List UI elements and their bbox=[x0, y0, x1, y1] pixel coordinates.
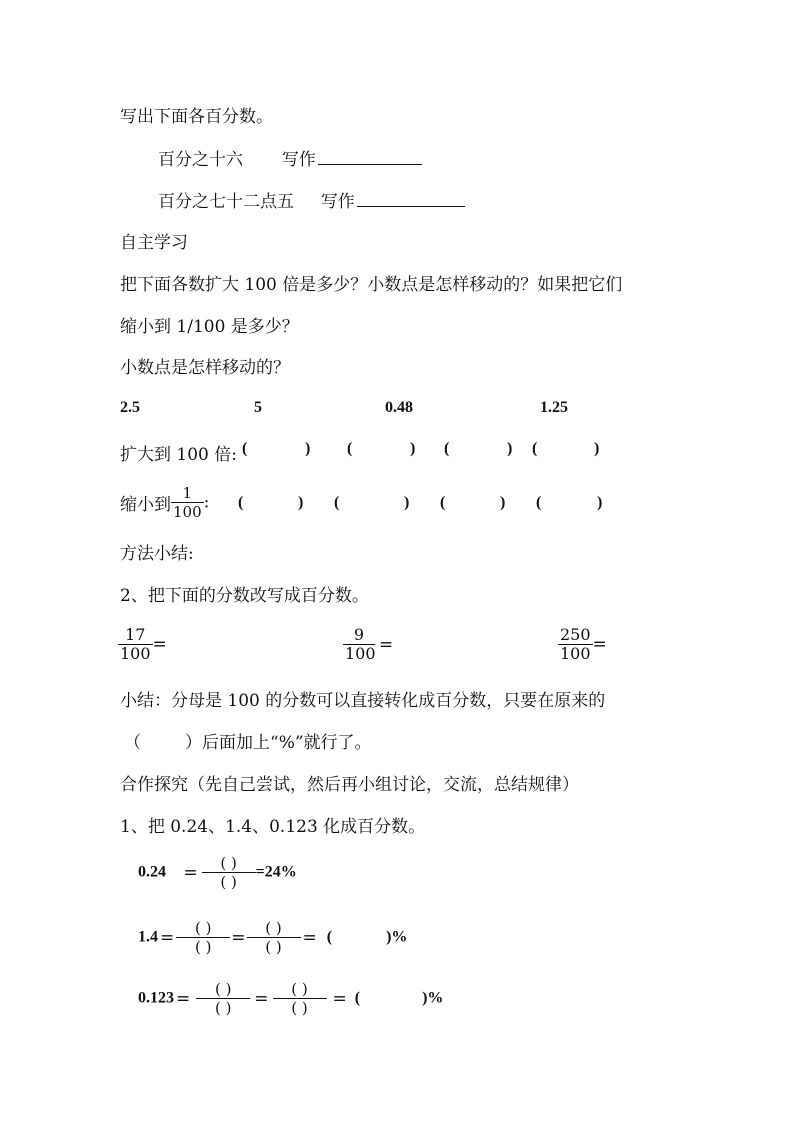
shrink-label: 缩小到 bbox=[120, 495, 171, 515]
task-text: 1、把 0.24、1.4、0.123 化成百分数。 bbox=[120, 817, 426, 837]
number-value: 2.5 bbox=[120, 399, 140, 416]
section-heading: 写出下面各百分数。 bbox=[120, 107, 273, 127]
paren-open: ( bbox=[440, 494, 446, 511]
fraction bbox=[343, 626, 375, 663]
equals: = bbox=[592, 634, 607, 655]
blank-fraction[interactable] bbox=[273, 980, 327, 1017]
equals: = bbox=[302, 927, 317, 948]
denominator-blank[interactable]: ( ) bbox=[265, 938, 282, 956]
paren-close: ) bbox=[404, 494, 410, 511]
section-heading: 2、把下面的分数改写成百分数。 bbox=[120, 586, 369, 606]
denominator-blank[interactable]: ( ) bbox=[291, 999, 308, 1017]
answer-blank[interactable] bbox=[357, 190, 465, 207]
fraction-item bbox=[343, 626, 393, 663]
conversion-row bbox=[138, 854, 297, 891]
numerator-blank[interactable]: ( ) bbox=[247, 919, 301, 938]
numerator-blank[interactable]: ( ) bbox=[196, 980, 250, 999]
numerator-blank[interactable]: ( ) bbox=[202, 854, 256, 873]
write-label: 写作 bbox=[320, 192, 355, 212]
paren-open: ( bbox=[334, 494, 340, 511]
paren-open: ( bbox=[326, 928, 333, 946]
blank-fraction[interactable] bbox=[196, 980, 250, 1017]
paren-close: ) bbox=[500, 494, 506, 511]
denominator: 100 bbox=[120, 644, 151, 663]
answer-blank[interactable] bbox=[318, 148, 422, 165]
fraction-item bbox=[118, 626, 167, 663]
numerator-blank[interactable]: ( ) bbox=[273, 980, 327, 999]
conversion-row bbox=[138, 980, 443, 1017]
blank-fraction[interactable] bbox=[176, 919, 230, 956]
question-text: 缩小到 1/100 是多少？ bbox=[120, 317, 299, 337]
summary-text: 小结：分母是 100 的分数可以直接转化成百分数，只要在原来的 bbox=[120, 691, 606, 711]
paren-close: ) bbox=[298, 494, 304, 511]
result-value: =24% bbox=[255, 863, 297, 881]
conversion-row bbox=[138, 919, 407, 956]
write-label: 写作 bbox=[281, 150, 316, 170]
equals: = bbox=[152, 634, 167, 655]
paren-close: ) bbox=[410, 440, 416, 457]
item-text: 百分之七十二点五 bbox=[158, 192, 294, 212]
number-value: 5 bbox=[254, 399, 262, 416]
numerator-blank[interactable]: ( ) bbox=[176, 919, 230, 938]
denominator-blank[interactable]: ( ) bbox=[220, 873, 237, 891]
decimal-value: 1.4 bbox=[138, 928, 158, 946]
exercise-item bbox=[158, 148, 422, 171]
blank-fraction[interactable] bbox=[247, 919, 301, 956]
equals: = bbox=[231, 927, 246, 948]
method-summary: 方法小结: bbox=[120, 544, 194, 564]
paren-close: ) bbox=[594, 440, 600, 457]
paren-open: ( bbox=[536, 494, 542, 511]
exercise-item bbox=[158, 190, 465, 213]
fraction bbox=[171, 484, 204, 521]
fraction-item bbox=[558, 626, 607, 663]
number-value: 1.25 bbox=[540, 399, 568, 416]
equals: = bbox=[160, 927, 175, 948]
fraction bbox=[118, 626, 153, 663]
equals: = bbox=[254, 988, 269, 1009]
paren-open: （ bbox=[124, 733, 141, 753]
item-text: 百分之十六 bbox=[158, 150, 243, 170]
question-text: 小数点是怎样移动的？ bbox=[120, 358, 290, 378]
paren-open: ( bbox=[238, 494, 244, 511]
question-text: 把下面各数扩大 100 倍是多少？小数点是怎样移动的？如果把它们 bbox=[120, 275, 623, 295]
equals: = bbox=[183, 862, 198, 883]
section-heading: 自主学习 bbox=[120, 233, 188, 253]
denominator: 100 bbox=[345, 644, 376, 663]
summary-tail: ）后面加上“%”就行了。 bbox=[185, 733, 372, 753]
equals: = bbox=[379, 634, 394, 655]
paren-open: ( bbox=[242, 440, 248, 457]
summary-text bbox=[124, 732, 372, 754]
denominator: 100 bbox=[173, 503, 202, 521]
number-value: 0.48 bbox=[385, 399, 413, 416]
fraction bbox=[558, 626, 593, 663]
denominator-blank[interactable]: ( ) bbox=[215, 999, 232, 1017]
numerator: 250 bbox=[560, 625, 591, 644]
equals: = bbox=[176, 988, 191, 1009]
paren-close: ) bbox=[597, 494, 603, 511]
paren-open: ( bbox=[532, 440, 538, 457]
numerator: 17 bbox=[118, 626, 153, 645]
expand-label: 扩大到 100 倍: bbox=[120, 445, 237, 465]
shrink-row bbox=[120, 484, 209, 521]
percent-close: )% bbox=[422, 989, 444, 1007]
denominator-blank[interactable]: ( ) bbox=[195, 938, 212, 956]
paren-open: ( bbox=[354, 989, 361, 1007]
colon: : bbox=[203, 492, 210, 513]
percent-close: )% bbox=[386, 928, 408, 946]
denominator: 100 bbox=[560, 644, 591, 663]
numerator: 9 bbox=[343, 626, 375, 645]
blank-fraction[interactable] bbox=[202, 854, 256, 891]
equals: = bbox=[332, 988, 347, 1009]
paren-close: ) bbox=[507, 440, 513, 457]
section-heading: 合作探究（先自己尝试，然后再小组讨论，交流，总结规律） bbox=[120, 775, 579, 795]
paren-open: ( bbox=[347, 440, 353, 457]
decimal-value: 0.123 bbox=[138, 989, 174, 1007]
numerator: 1 bbox=[171, 484, 204, 503]
decimal-value: 0.24 bbox=[138, 863, 166, 881]
paren-open: ( bbox=[444, 440, 450, 457]
paren-close: ) bbox=[305, 440, 311, 457]
